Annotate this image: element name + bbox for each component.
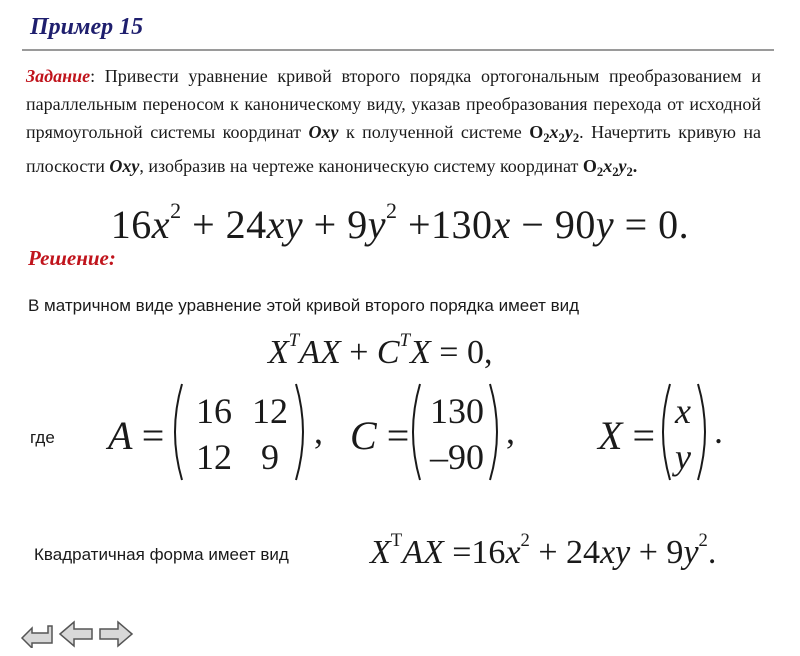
matrix-c-body: 130 –90 bbox=[430, 391, 484, 477]
right-paren-icon bbox=[294, 382, 312, 482]
main-equation: $16x^2 + 24xy + 9y^2 +130x - 90y = 0$. bbox=[110, 198, 690, 247]
matrix-x-definition: X = bbox=[598, 413, 655, 458]
task-label: Задание bbox=[26, 66, 91, 86]
task-text-3: . Начертить кривую на плоскости bbox=[26, 122, 761, 176]
matrix-c-definition: C = bbox=[350, 413, 410, 458]
where-label: где bbox=[30, 428, 55, 447]
task-paragraph: Задание: Привести уравнение кривой второго порядка ортогональным преобразованием и параллельным переносом к каноническому виду, указав преобразования перехода от исходной прямоугольной системы координат Oxy к полученной системе $O_2x_2y_2$. Начертить кривую на плоскости Oxy, изобразив на чертеже каноническую систему координат $O_2x_2y_2$. bbox=[26, 66, 761, 179]
solution-label: Решение: bbox=[28, 246, 116, 270]
task-text-4: , изобразив на чертеже каноническую систему координат bbox=[139, 155, 583, 176]
right-paren-icon bbox=[696, 382, 714, 482]
quad-form-equation: $X^TAX =16x^2 + 24xy + 9y^2$. bbox=[370, 530, 717, 571]
system-oxy: Oxy bbox=[308, 122, 339, 142]
matrix-a-body: 16 12 12 9 bbox=[196, 391, 288, 477]
right-paren-icon bbox=[488, 382, 506, 482]
matrix-intro-text: В матричном виде уравнение этой кривой второго порядка имеет вид bbox=[28, 296, 580, 315]
matrix-equation: $X^TAX + C^TX = 0$, bbox=[268, 330, 493, 371]
matrix-a-definition: A = bbox=[108, 413, 165, 458]
task-text-2: к полученной системе bbox=[338, 122, 530, 142]
title-divider bbox=[22, 49, 774, 51]
slide-navigation bbox=[18, 620, 134, 653]
right-arrow-icon[interactable] bbox=[98, 620, 134, 653]
matrix-x-body: x y bbox=[675, 391, 691, 477]
slide-title: Пример 15 bbox=[30, 14, 144, 40]
system-oxy-2: Oxy bbox=[109, 155, 140, 176]
quad-form-text: Квадратичная форма имеет вид bbox=[34, 545, 289, 564]
system-o2x2y2-2: $O_2x_2y_2$. bbox=[582, 155, 638, 179]
return-arrow-icon[interactable] bbox=[18, 620, 54, 653]
left-arrow-icon[interactable] bbox=[58, 620, 94, 653]
task-text-1: : Привести уравнение кривой второго порядка ортогональным преобразованием и параллельным переносом к каноническому виду, указав преобразования перехода от исходной прямоугольной системы координат bbox=[26, 66, 761, 142]
